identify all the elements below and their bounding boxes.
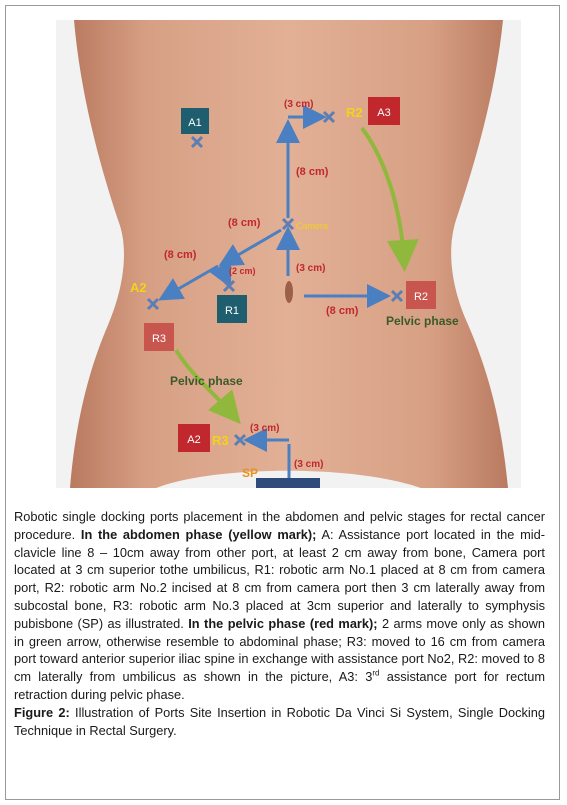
caption-abdomen-details: A: Assistance port located in the mid-clavicle line 8 – 10cm away from other port, at least 2 cm away from bone, Camera port located at 3 cm superior tothe umbilicus, R1: robotic arm No.1 placed at 8 cm from camera port, R2: robotic arm No.2 incised at 8 cm from camera port then 3 cm laterally away from subcostal bone, R3: robotic arm No.3 placed at 3cm superior and laterally to symphysis pubisbone (SP) as illustrated.: [14, 526, 545, 631]
distance-left-8cm: (8 cm): [228, 217, 261, 229]
label-pelvic-phase-left: Pelvic phase: [170, 374, 243, 388]
label-a2-bottom: A2: [187, 434, 201, 446]
caption-end: assistance port for rectum retraction during pelvic phase.: [14, 669, 545, 702]
caption-intro: Robotic single docking ports placement in the abdomen and pelvic stages for rectal cancer procedure.: [14, 509, 545, 542]
label-r1: R1: [224, 305, 240, 317]
label-r2-top: R2: [346, 105, 363, 120]
label-r3-bottom: R3: [212, 433, 229, 448]
distance-bottom-3cm-a: (3 cm): [250, 423, 280, 434]
label-camera: Camera: [296, 221, 329, 231]
umbilicus: [285, 281, 293, 303]
figure-caption: [14, 508, 545, 739]
caption-pelvic-details: 2 arms move only as shown in green arrow, otherwise resemble to abdominal phase; R3: moved to 16 cm from camera port toward anterior superior iliac spine in exchange with assistance port No2, R2: moved to 8 cm laterally from umbilicus as shown in the picture, A3: 3: [14, 615, 546, 685]
figure-title: Illustration of Ports Site Insertion in Robotic Da Vinci Si System, Single Docking Technique in Rectal Surgery.: [14, 704, 545, 738]
distance-center-3cm: (3 cm): [296, 263, 326, 274]
distance-top-3cm: (3 cm): [284, 99, 314, 110]
caption-superscript: rd: [372, 668, 380, 678]
waistband: [256, 478, 320, 488]
label-pelvic-phase-right: Pelvic phase: [386, 314, 459, 328]
label-a3: A3: [377, 107, 391, 119]
figure-number: Figure 2:: [14, 704, 70, 720]
distance-r1-2cm: (2 cm): [229, 266, 256, 276]
distance-bottom-3cm-b: (3 cm): [294, 459, 324, 470]
abdomen-illustration: [56, 20, 521, 488]
caption-pelvic-phase: In the pelvic phase (red mark);: [188, 615, 378, 631]
distance-vertical-8cm: (8 cm): [296, 166, 329, 178]
caption-abdomen-phase: In the abdomen phase (yellow mark);: [80, 526, 317, 542]
label-r2-right: R2: [413, 291, 429, 303]
label-a1: A1: [188, 117, 202, 129]
caption-body: [14, 508, 545, 704]
label-r3-box: R3: [151, 333, 167, 345]
distance-right-8cm: (8 cm): [326, 305, 359, 317]
label-sp: SP: [242, 466, 259, 480]
distance-diag-8cm: (8 cm): [164, 249, 197, 261]
label-a2: A2: [130, 280, 147, 295]
caption-title: [14, 704, 545, 740]
